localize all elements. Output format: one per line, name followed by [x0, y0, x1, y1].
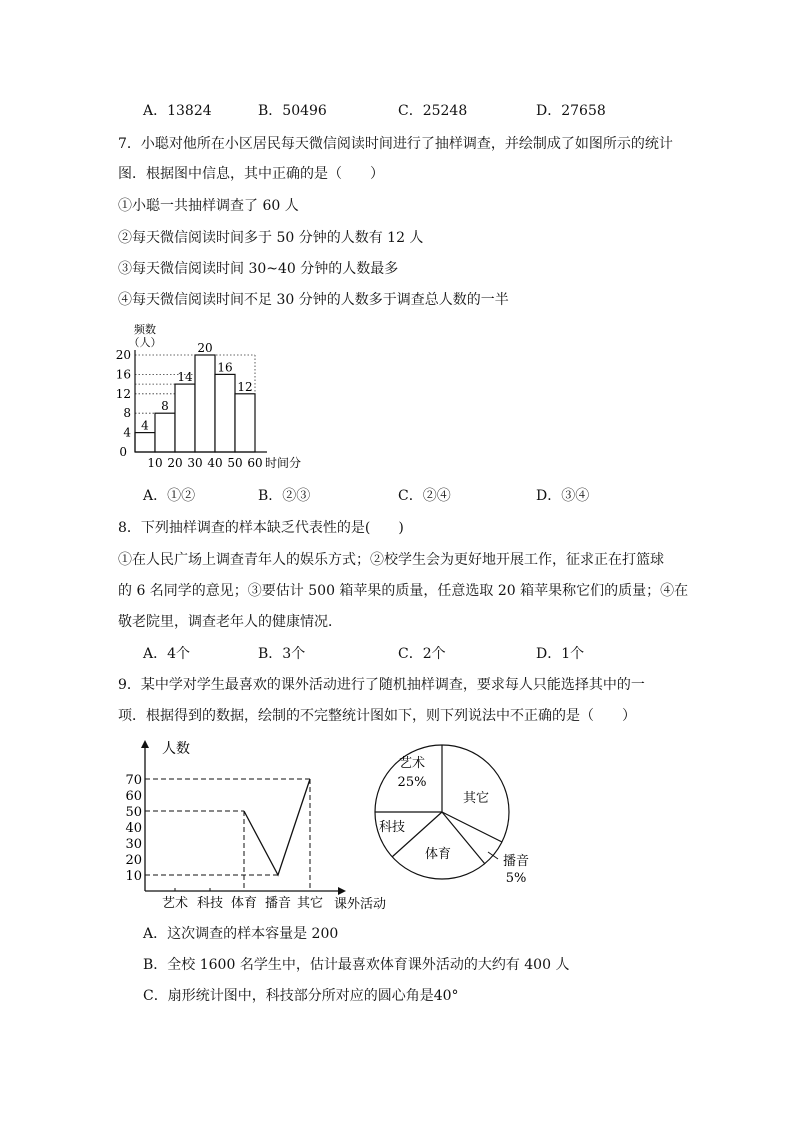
- q9-option-c: C．扇形统计图中，科技部分所对应的圆心角是40°: [143, 988, 459, 1004]
- hist-bar-label: 16: [217, 360, 233, 375]
- pie-label-broadcast-pct: 5%: [505, 871, 527, 886]
- q7-option-c: C．②④: [398, 488, 451, 504]
- q9-option-b: B．全校 1600 名学生中，估计最喜欢体育课外活动的大约有 400 人: [143, 957, 570, 973]
- q6-option-a: A．13824: [143, 103, 212, 119]
- hist-x-tick: 60: [247, 456, 263, 470]
- hist-y-tick: 20: [115, 348, 131, 362]
- line-x-tick: 其它: [296, 896, 324, 911]
- line-series: [244, 779, 310, 875]
- line-x-tick: 播音: [264, 896, 292, 911]
- hist-xlabel: 时间分: [264, 456, 302, 470]
- hist-x-tick: 30: [187, 456, 203, 470]
- hist-bar: [235, 394, 255, 452]
- hist-x-tick: 40: [207, 456, 223, 470]
- q7-statement-2: ②每天微信阅读时间多于 50 分钟的人数有 12 人: [118, 230, 424, 246]
- line-y-tick: 70: [125, 773, 142, 788]
- hist-bar-label: 20: [197, 341, 213, 355]
- q9-option-a: A．这次调查的样本容量是 200: [143, 926, 339, 942]
- hist-bar-label: 4: [141, 418, 149, 433]
- hist-bar: [135, 433, 155, 452]
- line-x-arrow: [338, 887, 346, 895]
- pie-label-art-pct: 25%: [397, 775, 427, 790]
- q7-option-d: D．③④: [536, 488, 590, 504]
- q7-statement-4: ④每天微信阅读时间不足 30 分钟的人数多于调查总人数的一半: [118, 292, 509, 308]
- line-y-tick: 10: [125, 869, 142, 884]
- q7-stem-line-2: 图．根据图中信息，其中正确的是（ ）: [118, 166, 384, 182]
- hist-x-tick: 50: [227, 456, 243, 470]
- pie-label-other: 其它: [462, 791, 490, 806]
- hist-bar-label: 12: [237, 379, 253, 394]
- q6-option-d: D．27658: [536, 103, 606, 119]
- hist-y-tick: 8: [123, 406, 131, 421]
- q9-line-chart: [118, 735, 398, 915]
- pie-divider-broadcast-other: [442, 812, 502, 842]
- hist-ylabel-line-2: （人）: [128, 336, 162, 349]
- q6-option-b: B．50496: [258, 103, 327, 119]
- q8-body-line-2: 的 6 名同学的意见；③要估计 500 箱苹果的质量，任意选取 20 箱苹果称它们的质量；④在: [118, 583, 689, 599]
- hist-y-tick: 12: [115, 386, 131, 401]
- hist-origin-label: 0: [119, 445, 127, 459]
- line-y-tick: 20: [125, 853, 142, 868]
- line-x-tick: 体育: [230, 896, 258, 911]
- q8-option-b: B．3个: [258, 646, 306, 662]
- q8-body-line-1: ①在人民广场上调查青年人的娱乐方式；②校学生会为更好地开展工作，征求正在打篮球: [118, 552, 664, 568]
- pie-label-art: 艺术: [398, 756, 426, 771]
- q7-option-b: B．②③: [258, 488, 311, 504]
- q8-option-a: A．4个: [143, 646, 191, 662]
- pie-label-tech: 科技: [378, 820, 406, 835]
- q7-stem-line-1: 7．小聪对他所在小区居民每天微信阅读时间进行了抽样调查，并绘制成了如图所示的统计: [118, 136, 673, 152]
- line-y-arrow: [141, 740, 149, 748]
- line-xlabel: 课外活动: [333, 897, 387, 912]
- q9-stem-line-2: 项．根据得到的数据，绘制的不完整统计图如下，则下列说法中不正确的是（ ）: [118, 708, 636, 724]
- line-y-tick: 30: [125, 837, 142, 852]
- line-x-tick: 科技: [196, 896, 224, 911]
- line-y-tick: 40: [125, 821, 142, 836]
- hist-bar-label: 8: [161, 399, 169, 414]
- hist-bar: [215, 374, 235, 452]
- q8-option-d: D．1个: [536, 646, 585, 662]
- line-y-tick: 50: [125, 805, 142, 820]
- q7-statement-1: ①小聪一共抽样调查了 60 人: [118, 198, 299, 214]
- hist-bar-label: 14: [177, 370, 193, 385]
- q8-body-line-3: 敬老院里，调查老年人的健康情况．: [118, 614, 342, 630]
- q7-statement-3: ③每天微信阅读时间 30~40 分钟的人数最多: [118, 261, 399, 277]
- pie-label-broadcast: 播音: [502, 854, 530, 869]
- line-y-tick: 60: [125, 789, 142, 804]
- q9-stem-line-1: 9．某中学对学生最喜欢的课外活动进行了随机抽样调查，要求每人只能选择其中的一: [118, 677, 645, 693]
- hist-bar: [155, 413, 175, 452]
- pie-label-sport: 体育: [424, 847, 452, 862]
- hist-bar: [195, 355, 215, 452]
- q9-pie-chart: [368, 740, 540, 890]
- q8-option-c: C．2个: [398, 646, 446, 662]
- q7-option-a: A．①②: [143, 488, 196, 504]
- hist-x-tick: 20: [167, 456, 183, 470]
- hist-y-tick: 4: [123, 425, 131, 440]
- hist-bar: [175, 384, 195, 452]
- q6-option-c: C．25248: [398, 103, 468, 119]
- q7-histogram: [115, 320, 315, 472]
- hist-x-tick: 10: [147, 456, 163, 470]
- q8-stem: 8．下列抽样调查的样本缺乏代表性的是( ): [118, 520, 404, 536]
- line-ylabel: 人数: [162, 741, 190, 757]
- pie-broadcast-leader: [488, 852, 498, 859]
- hist-ylabel-line-1: 频数: [134, 323, 156, 336]
- hist-y-tick: 16: [115, 367, 131, 382]
- line-x-tick: 艺术: [161, 896, 189, 911]
